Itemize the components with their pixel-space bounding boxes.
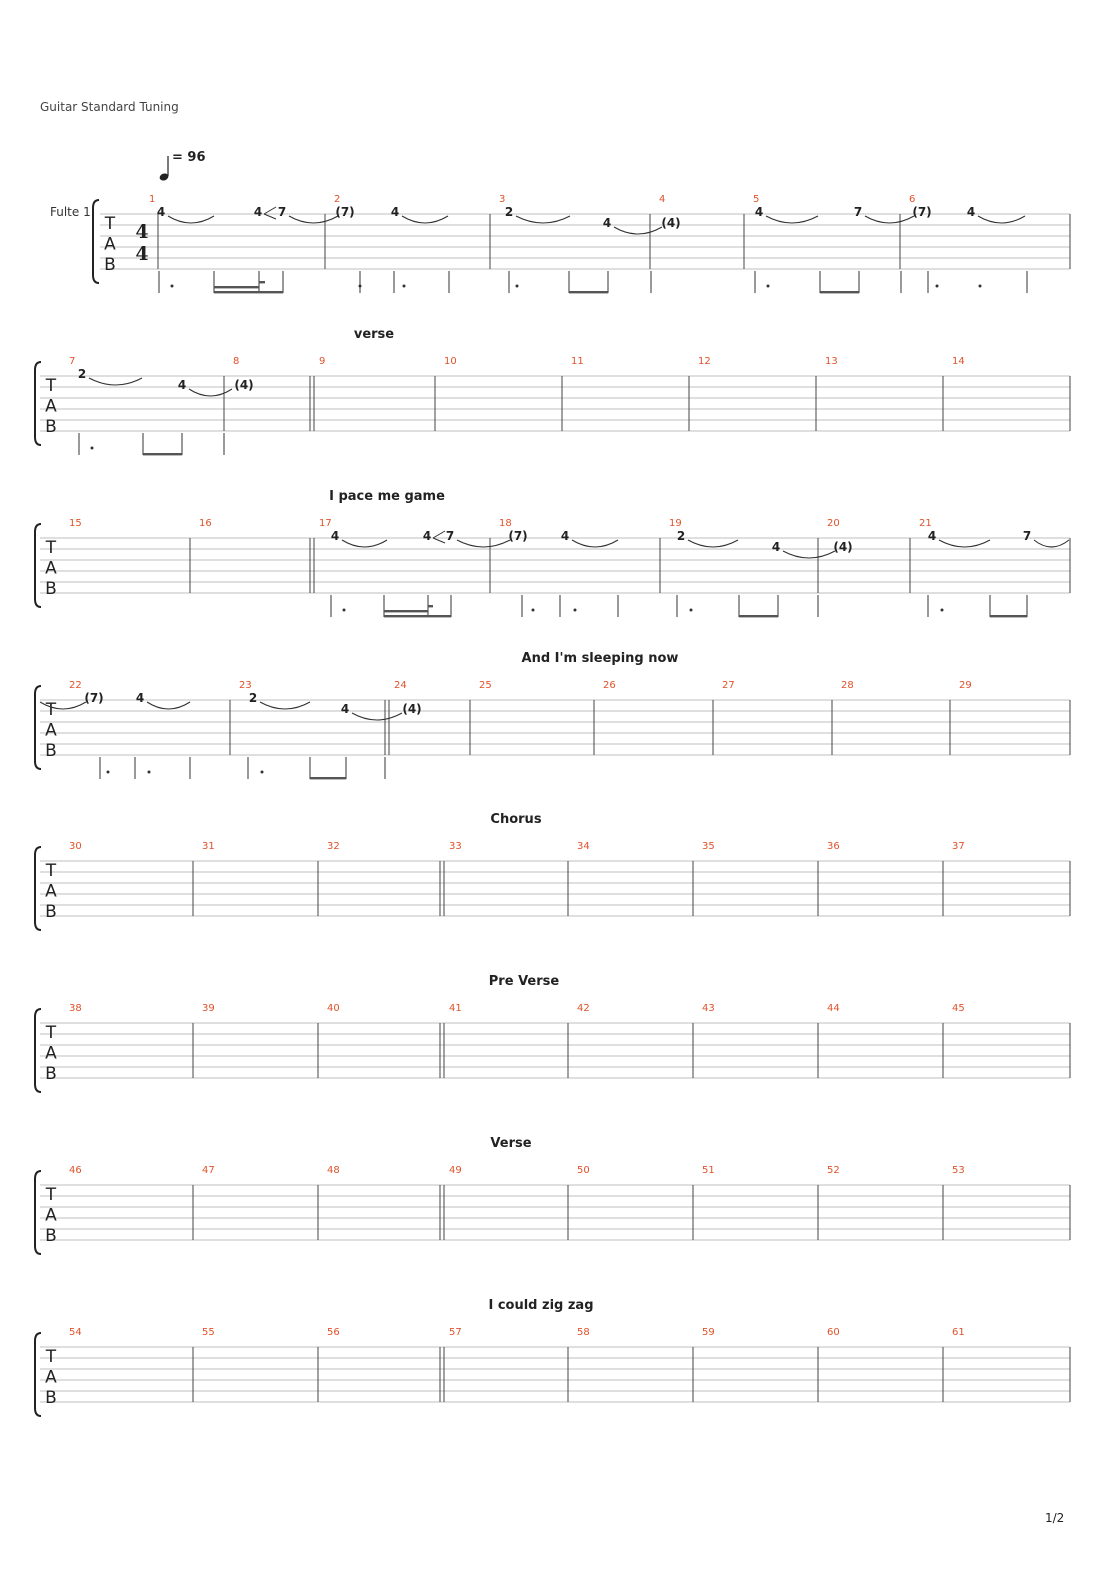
measure-number: 24 — [394, 680, 407, 691]
fret-number: (4) — [402, 702, 422, 716]
rhythm-dot — [936, 285, 939, 288]
fret-number: 4 — [422, 529, 432, 543]
measure-number: 53 — [952, 1165, 965, 1176]
measure-number: 41 — [449, 1003, 462, 1014]
system-bracket — [35, 847, 41, 930]
measure-number: 22 — [69, 680, 82, 691]
measure-number: 6 — [909, 194, 916, 205]
measure-number: 45 — [952, 1003, 965, 1014]
measure-number: 37 — [952, 841, 965, 852]
measure-number: 59 — [702, 1327, 715, 1338]
measure-number: 58 — [577, 1327, 590, 1338]
tie-arc — [342, 540, 387, 547]
tie-arc — [766, 216, 818, 223]
measure-number: 26 — [603, 680, 616, 691]
measure-number: 52 — [827, 1165, 840, 1176]
rhythm-dot — [403, 285, 406, 288]
rhythm-dot — [574, 609, 577, 612]
measure-number: 42 — [577, 1003, 590, 1014]
slide-mark — [433, 538, 445, 543]
tab-letter: T — [45, 1347, 57, 1367]
tie-arc — [516, 216, 570, 223]
tab-letter: A — [45, 1043, 57, 1064]
beam — [569, 291, 608, 293]
fret-number: 4 — [253, 205, 263, 219]
measure-number: 54 — [69, 1327, 82, 1338]
measure-number: 27 — [722, 680, 735, 691]
beam — [214, 291, 283, 293]
fret-number: 7 — [853, 205, 863, 219]
beam — [214, 286, 259, 288]
section-label: I pace me game — [329, 489, 445, 504]
measure-number: 21 — [919, 518, 932, 529]
fret-number: 4 — [177, 378, 187, 392]
tie-arc — [1034, 540, 1069, 547]
section-label: Verse — [490, 1136, 532, 1151]
measure-number: 17 — [319, 518, 332, 529]
tab-letter: T — [45, 1185, 57, 1205]
measure-number: 31 — [202, 841, 215, 852]
tab-letter: T — [45, 861, 57, 881]
tie-arc — [402, 216, 448, 223]
tab-letter: T — [45, 376, 57, 396]
measure-number: 56 — [327, 1327, 340, 1338]
system-bracket — [35, 1171, 41, 1254]
tab-letter: A — [45, 1367, 57, 1388]
measure-number: 32 — [327, 841, 340, 852]
measure-number: 36 — [827, 841, 840, 852]
track-name: Fulte 1 — [50, 205, 91, 219]
measure-number: 55 — [202, 1327, 215, 1338]
measure-number: 50 — [577, 1165, 590, 1176]
slide-mark — [264, 214, 276, 219]
tab-letter: B — [45, 741, 57, 761]
measure-number: 33 — [449, 841, 462, 852]
measure-number: 13 — [825, 356, 838, 367]
system-bracket — [93, 200, 99, 283]
rhythm-dot — [690, 609, 693, 612]
tie-arc — [260, 702, 310, 709]
section-label: verse — [353, 327, 395, 342]
rhythm-dot — [359, 285, 362, 288]
fret-number: 4 — [330, 529, 340, 543]
tie-arc — [865, 216, 914, 223]
tab-letter: B — [45, 902, 57, 922]
tab-letter: A — [45, 396, 57, 417]
beam — [820, 291, 859, 293]
fret-number: 4 — [340, 702, 350, 716]
fret-number: 2 — [676, 529, 686, 543]
tab-letter: B — [104, 255, 116, 275]
tie-arc — [688, 540, 738, 547]
measure-number: 30 — [69, 841, 82, 852]
tie-arc — [168, 216, 214, 223]
fret-number: 4 — [927, 529, 937, 543]
measure-number: 43 — [702, 1003, 715, 1014]
beam — [384, 615, 451, 617]
measure-number: 29 — [959, 680, 972, 691]
fret-number: 2 — [248, 691, 258, 705]
tab-letter: T — [45, 700, 57, 720]
fret-number: 7 — [445, 529, 455, 543]
tie-arc — [978, 216, 1025, 223]
tie-arc — [89, 378, 142, 385]
measure-number: 16 — [199, 518, 212, 529]
slide-mark — [433, 531, 445, 538]
measure-number: 46 — [69, 1165, 82, 1176]
measure-number: 20 — [827, 518, 840, 529]
beam — [384, 610, 428, 612]
measure-number: 23 — [239, 680, 252, 691]
system-bracket — [35, 686, 41, 769]
measure-number: 47 — [202, 1165, 215, 1176]
measure-number: 51 — [702, 1165, 715, 1176]
beam — [428, 605, 433, 607]
tab-letter: B — [45, 579, 57, 599]
rhythm-dot — [91, 447, 94, 450]
section-label: Chorus — [490, 812, 542, 827]
tab-letter: B — [45, 1388, 57, 1408]
rhythm-dot — [767, 285, 770, 288]
measure-number: 11 — [571, 356, 584, 367]
beam — [143, 453, 182, 455]
rhythm-dot — [516, 285, 519, 288]
tie-arc — [614, 227, 662, 234]
fret-number: (7) — [335, 205, 355, 219]
tab-letter: B — [45, 417, 57, 437]
tab-letter: A — [45, 720, 57, 741]
tie-arc — [147, 702, 190, 709]
tab-letter: B — [45, 1064, 57, 1084]
tempo-value: = 96 — [172, 150, 206, 165]
tie-arc — [939, 540, 990, 547]
measure-number: 7 — [69, 356, 76, 367]
system-bracket — [35, 1333, 41, 1416]
measure-number: 57 — [449, 1327, 462, 1338]
tuning-label: Guitar Standard Tuning — [40, 100, 179, 114]
section-label: And I'm sleeping now — [521, 651, 679, 666]
measure-number: 40 — [327, 1003, 340, 1014]
measure-number: 5 — [753, 194, 760, 205]
beam — [310, 777, 346, 779]
section-label: I could zig zag — [488, 1298, 594, 1313]
measure-number: 15 — [69, 518, 82, 529]
time-signature-bottom: 4 — [135, 243, 149, 265]
measure-number: 35 — [702, 841, 715, 852]
fret-number: 4 — [754, 205, 764, 219]
fret-number: (7) — [508, 529, 528, 543]
slide-mark — [264, 207, 276, 214]
tab-letter: T — [45, 1023, 57, 1043]
tie-arc — [783, 551, 835, 558]
tab-letter: B — [45, 1226, 57, 1246]
measure-number: 61 — [952, 1327, 965, 1338]
tab-letter: A — [45, 881, 57, 902]
tie-arc — [189, 389, 232, 396]
beam — [990, 615, 1027, 617]
measure-number: 28 — [841, 680, 854, 691]
measure-number: 25 — [479, 680, 492, 691]
fret-number: 4 — [771, 540, 781, 554]
fret-number: (4) — [234, 378, 254, 392]
rhythm-dot — [343, 609, 346, 612]
fret-number: 4 — [966, 205, 976, 219]
rhythm-dot — [171, 285, 174, 288]
fret-number: 7 — [277, 205, 287, 219]
fret-number: 4 — [602, 216, 612, 230]
fret-number: 4 — [560, 529, 570, 543]
rhythm-dot — [148, 771, 151, 774]
measure-number: 49 — [449, 1165, 462, 1176]
tab-letter: T — [45, 538, 57, 558]
measure-number: 12 — [698, 356, 711, 367]
section-label: Pre Verse — [488, 974, 560, 989]
measure-number: 1 — [149, 194, 156, 205]
system-bracket — [35, 362, 41, 445]
rhythm-dot — [532, 609, 535, 612]
measure-number: 9 — [319, 356, 326, 367]
page-number: 1/2 — [1045, 1511, 1065, 1525]
measure-number: 34 — [577, 841, 590, 852]
system-bracket — [35, 1009, 41, 1092]
tab-letter: A — [45, 1205, 57, 1226]
fret-number: (7) — [912, 205, 932, 219]
beam — [259, 281, 265, 283]
measure-number: 10 — [444, 356, 457, 367]
measure-number: 39 — [202, 1003, 215, 1014]
time-signature-top: 4 — [135, 221, 149, 243]
fret-number: 4 — [156, 205, 166, 219]
rhythm-dot — [107, 771, 110, 774]
tie-arc — [352, 713, 402, 720]
fret-number: 2 — [504, 205, 514, 219]
fret-number: 7 — [1022, 529, 1032, 543]
measure-number: 2 — [334, 194, 341, 205]
measure-number: 4 — [659, 194, 666, 205]
tab-letter: T — [104, 214, 116, 234]
fret-number: (4) — [661, 216, 681, 230]
rhythm-dot — [979, 285, 982, 288]
measure-number: 14 — [952, 356, 965, 367]
tab-letter: A — [104, 234, 116, 255]
measure-number: 48 — [327, 1165, 340, 1176]
rhythm-dot — [261, 771, 264, 774]
fret-number: (4) — [833, 540, 853, 554]
fret-number: 2 — [77, 367, 87, 381]
fret-number: (7) — [84, 691, 104, 705]
system-bracket — [35, 524, 41, 607]
beam — [739, 615, 778, 617]
measure-number: 19 — [669, 518, 682, 529]
tie-arc — [289, 216, 338, 223]
fret-number: 4 — [135, 691, 145, 705]
tie-arc — [572, 540, 618, 547]
measure-number: 38 — [69, 1003, 82, 1014]
measure-number: 8 — [233, 356, 240, 367]
measure-number: 60 — [827, 1327, 840, 1338]
fret-number: 4 — [390, 205, 400, 219]
measure-number: 18 — [499, 518, 512, 529]
measure-number: 3 — [499, 194, 506, 205]
tab-letter: A — [45, 558, 57, 579]
measure-number: 44 — [827, 1003, 840, 1014]
tie-arc — [457, 540, 510, 547]
rhythm-dot — [941, 609, 944, 612]
